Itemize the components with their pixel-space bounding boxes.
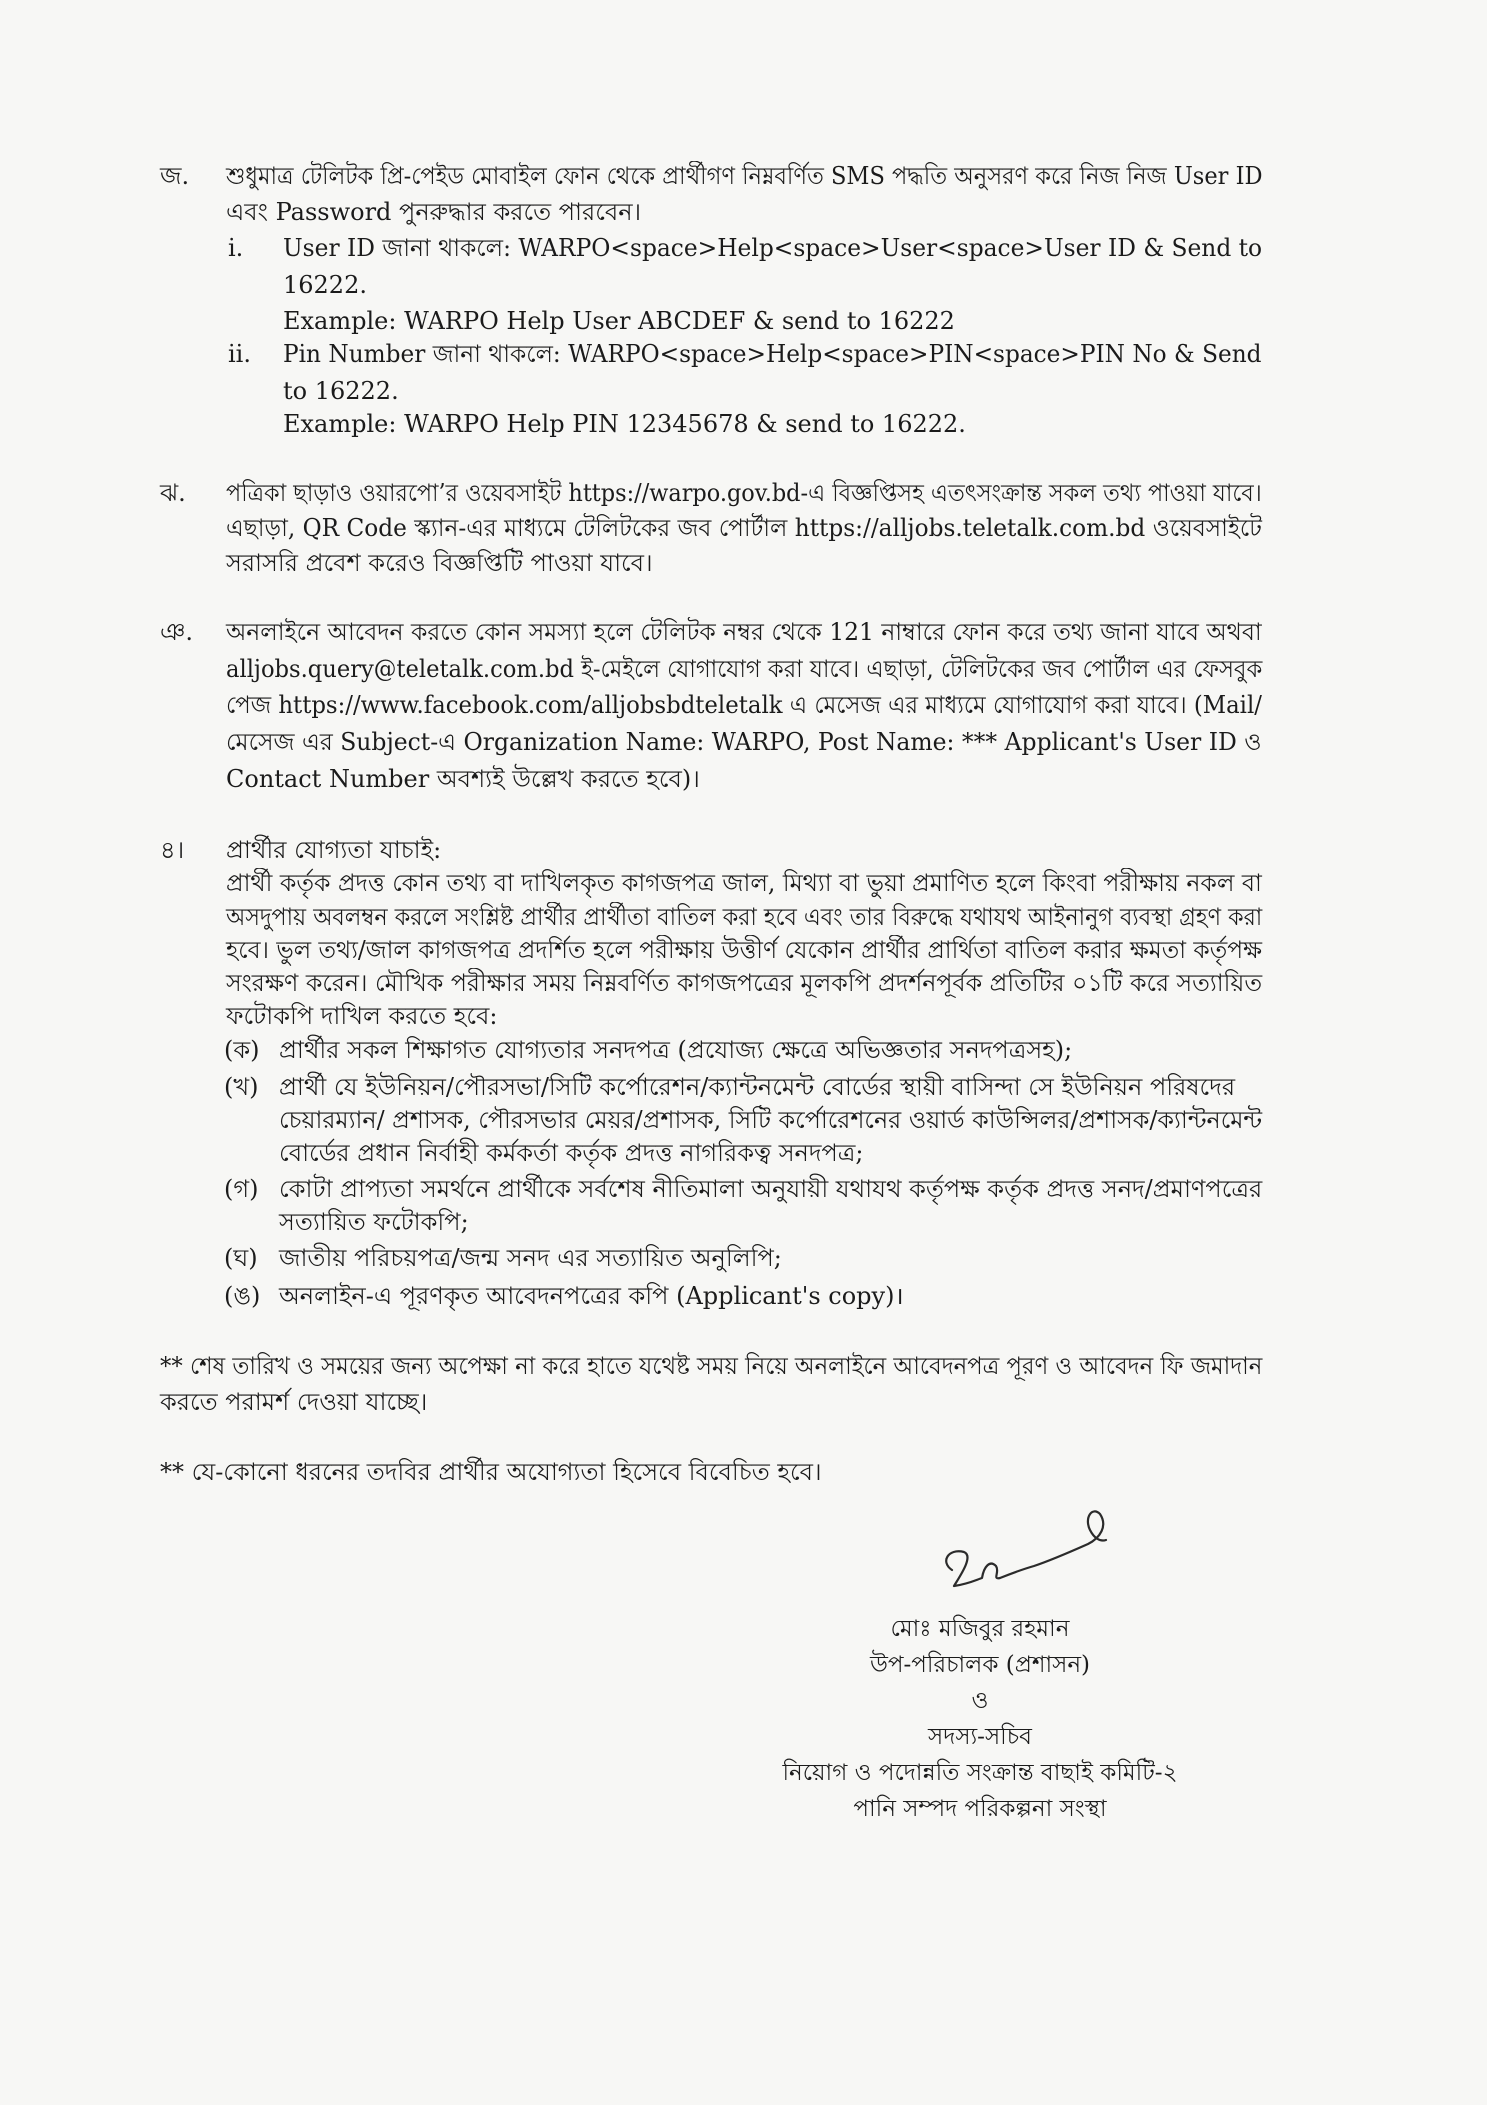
section-jh-line-1: পত্রিকা ছাড়াও ওয়ারপো’র ওয়েবসাইট https://warpo.gov.bd-এ বিজ্ঞপ্তিসহ এতৎসংক্রান্ত সকল তথ্য পাওয়া যাবে। [226,479,1262,507]
section-4-marker: ৪। [160,836,185,864]
sms-item-i-line-1: User ID জানা থাকলে: WARPO<space>Help<space>User<space>User ID & Send to [283,234,1263,262]
section-n-marker: ঞ. [160,618,193,646]
section-n-line-1: অনলাইনে আবেদন করতে কোন সমস্যা হলে টেলিটক নম্বর থেকে 121 নাম্বারে ফোন করে তথ্য জানা যাবে অথবা [226,618,1262,646]
section-jh-line-3: সরাসরি প্রবেশ করেও বিজ্ঞপ্তিটি পাওয়া যাবে। [226,549,653,577]
section-jh-marker: ঝ. [160,479,186,507]
section-n-line-4: মেসেজ এর Subject-এ Organization Name: WARPO, Post Name: *** Applicant's User ID ও [226,728,1262,756]
section-4-line-4: সংরক্ষণ করেন। মৌখিক পরীক্ষার সময় নিম্নবর্ণিত কাগজপত্রের মূলকপি প্রদর্শনপূর্বক প্রতিটির ০১টি করে সত্যায়িত [226,969,1263,997]
doc-item-kha-line-2: চেয়ারম্যান/ প্রশাসক, পৌরসভার মেয়র/প্রশাসক, সিটি কর্পোরেশনের ওয়ার্ড কাউন্সিলর/প্রশাসক/ক্যান্টনমেন্ট [279,1106,1263,1134]
doc-item-gha-line-1: জাতীয় পরিচয়পত্র/জন্ম সনদ এর সত্যায়িত অনুলিপি; [279,1244,782,1272]
sms-item-i-line-2: 16222. [283,271,367,299]
section-jh-line-2: এছাড়া, QR Code স্ক্যান-এর মাধ্যমে টেলিটকের জব পোর্টাল https://alljobs.teletalk.com.bd ওয়েবসাইটে [226,514,1262,542]
signatory-name: মোঃ মজিবুর রহমান [890,1616,1070,1642]
section-4-heading: প্রার্থীর যোগ্যতা যাচাই: [226,836,442,864]
doc-item-ga-line-1: কোটা প্রাপ্যতা সমর্থনে প্রার্থীকে সর্বশেষ নীতিমালা অনুযায়ী যথাযথ কর্তৃপক্ষ কর্তৃক প্রদত্ত সনদ/প্রমাণপত্রের [279,1175,1263,1203]
section-n-line-5: Contact Number অবশ্যই উল্লেখ করতে হবে)। [226,765,700,793]
section-4-line-5: ফটোকপি দাখিল করতে হবে: [226,1002,498,1030]
section-4-line-3: হবে। ভুল তথ্য/জাল কাগজপত্র প্রদর্শিত হলে পরীক্ষায় উত্তীর্ণ যেকোন প্রার্থীর প্রার্থিতা বাতিল করার ক্ষমতা কর্তৃপক্ষ [226,936,1262,964]
doc-item-ka-line-1: প্রার্থীর সকল শিক্ষাগত যোগ্যতার সনদপত্র (প্রযোজ্য ক্ষেত্রে অভিজ্ঞতার সনদপত্রসহ); [279,1036,1073,1064]
section-j-marker: জ. [160,162,190,190]
handwritten-signature [930,1500,1130,1595]
section-n-line-3: পেজ https://www.facebook.com/alljobsbdteletalk এ মেসেজ এর মাধ্যমে যোগাযোগ করা যাবে। (Mail/ [226,691,1262,719]
sms-item-i-marker: i. [228,234,244,262]
note-2-line-1: ** যে-কোনো ধরনের তদবির প্রার্থীর অযোগ্যতা হিসেবে বিবেচিত হবে। [160,1458,822,1486]
sms-item-i-example: Example: WARPO Help User ABCDEF & send to 16222 [283,307,955,335]
doc-item-kha-line-3: বোর্ডের প্রধান নির্বাহী কর্মকর্তা কর্তৃক প্রদত্ত নাগরিকত্ব সনদপত্র; [279,1139,864,1167]
section-n-line-2: alljobs.query@teletalk.com.bd ই-মেইলে যোগাযোগ করা যাবে। এছাড়া, টেলিটকের জব পোর্টাল এর ফেসবুক [226,655,1263,683]
signatory-role: সদস্য-সচিব [928,1724,1032,1750]
doc-item-ga-line-2: সত্যায়িত ফটোকপি; [279,1208,469,1236]
signatory-committee: নিয়োগ ও পদোন্নতি সংক্রান্ত বাছাই কমিটি-২ [782,1760,1178,1786]
doc-item-uma-line-1: অনলাইন-এ পূরণকৃত আবেদনপত্রের কপি (Applicant's copy)। [279,1282,904,1310]
note-1-line-2: করতে পরামর্শ দেওয়া যাচ্ছে। [160,1388,428,1416]
sms-item-ii-line-1: Pin Number জানা থাকলে: WARPO<space>Help<space>PIN<space>PIN No & Send [283,340,1262,368]
signatory-organization: পানি সম্পদ পরিকল্পনা সংস্থা [853,1796,1107,1822]
signatory-designation: উপ-পরিচালক (প্রশাসন) [869,1652,1091,1678]
signatory-conjunction: ও [971,1688,989,1714]
sms-item-ii-line-2: to 16222. [283,377,399,405]
doc-item-ka-marker: (ক) [224,1036,260,1064]
section-4-line-2: অসদুপায় অবলম্বন করলে সংশ্লিষ্ট প্রার্থীর প্রার্থীতা বাতিল করা হবে এবং তার বিরুদ্ধে যথাযথ আইনানুগ ব্যবস্থা গ্রহণ করা [226,903,1263,931]
sms-item-ii-example: Example: WARPO Help PIN 12345678 & send to 16222. [283,410,966,438]
section-j-line-2: এবং Password পুনরুদ্ধার করতে পারবেন। [226,198,642,226]
sms-item-ii-marker: ii. [228,340,251,368]
doc-item-kha-marker: (খ) [224,1073,259,1101]
section-4-line-1: প্রার্থী কর্তৃক প্রদত্ত কোন তথ্য বা দাখিলকৃত কাগজপত্র জাল, মিথ্যা বা ভুয়া প্রমাণিত হলে কিংবা পরীক্ষায় নকল বা [226,869,1262,897]
note-1-line-1: ** শেষ তারিখ ও সময়ের জন্য অপেক্ষা না করে হাতে যথেষ্ট সময় নিয়ে অনলাইনে আবেদনপত্র পূরণ ও আবেদন ফি জমাদান [160,1352,1263,1380]
section-j-line-1: শুধুমাত্র টেলিটক প্রি-পেইড মোবাইল ফোন থেকে প্রার্থীগণ নিম্নবর্ণিত SMS পদ্ধতি অনুসরণ করে নিজ নিজ User ID [226,162,1263,190]
doc-item-kha-line-1: প্রার্থী যে ইউনিয়ন/পৌরসভা/সিটি কর্পোরেশন/ক্যান্টনমেন্ট বোর্ডের স্থায়ী বাসিন্দা সে ইউনিয়ন পরিষদের [279,1073,1236,1101]
doc-item-gha-marker: (ঘ) [224,1244,258,1272]
doc-item-ga-marker: (গ) [224,1175,259,1203]
doc-item-uma-marker: (ঙ) [224,1282,261,1310]
